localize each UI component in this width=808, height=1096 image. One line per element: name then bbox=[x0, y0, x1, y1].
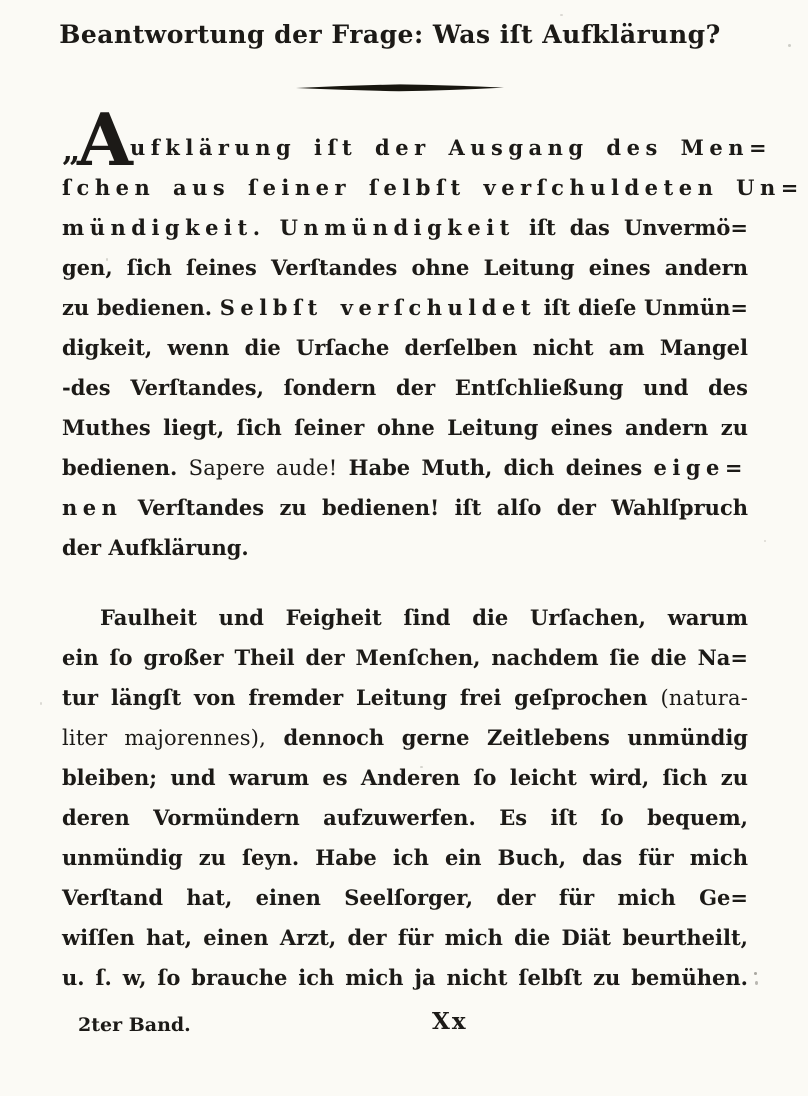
text-segment-plain: bedienen. bbox=[62, 455, 189, 480]
scan-speck bbox=[40, 702, 42, 705]
text-segment-plain: Faulheit und Feigheit ſind die Urſachen, warum bbox=[100, 605, 748, 630]
text-segment-plain: unmündig zu ſeyn. Habe ich ein Buch, das für mich bbox=[62, 845, 748, 870]
opening-paragraph bbox=[62, 97, 804, 568]
opening-low-quote: „ bbox=[62, 131, 81, 169]
text-segment-plain: ein ſo großer Theil der Menſchen, nachdem ſie die Na= bbox=[62, 645, 748, 670]
text-segment-plain: -des Verſtandes, ſondern der Entſchließung und des bbox=[62, 375, 748, 400]
volume-label: 2ter Band. bbox=[78, 1014, 191, 1036]
page-footer bbox=[62, 1004, 748, 1048]
text-block bbox=[62, 97, 804, 998]
text-line bbox=[62, 838, 748, 878]
text-segment-plain: Verſtandes zu bedienen! iſt alſo der Wahlſpruch bbox=[122, 495, 748, 520]
text-segment-plain: u. ſ. w, ſo brauche ich mich ja nicht ſelbſt zu bemühen. bbox=[62, 965, 748, 990]
text-line bbox=[62, 408, 748, 448]
text-segment-gesperrt: Unmündigkeit bbox=[279, 215, 515, 240]
text-segment-antiqua: Sapere aude! bbox=[188, 456, 338, 480]
text-segment-plain: zu bedienen. bbox=[62, 295, 220, 320]
text-segment-plain: Habe Muth, dich deines bbox=[337, 455, 654, 480]
tapered-divider-rule bbox=[296, 82, 504, 94]
text-line bbox=[62, 958, 748, 998]
scan-speck bbox=[106, 258, 108, 261]
text-line bbox=[62, 718, 748, 758]
text-line bbox=[62, 758, 748, 798]
text-line bbox=[62, 638, 748, 678]
text-segment-gesperrt: Selbſt verſchuldet bbox=[219, 295, 537, 320]
text-segment-plain: der Aufklärung. bbox=[62, 535, 249, 560]
drop-cap-initial-A: A bbox=[77, 97, 133, 182]
text-segment-plain: digkeit, wenn die Urſache derſelben nicht am Mangel bbox=[62, 335, 748, 360]
scan-speck bbox=[764, 540, 766, 542]
text-segment-antiqua: liter majorennes), bbox=[62, 726, 267, 750]
text-line bbox=[62, 328, 748, 368]
text-line bbox=[62, 488, 748, 528]
text-segment-plain: deren Vormündern aufzuwerfen. Es iſt ſo bequem, bbox=[62, 805, 748, 830]
text-segment-plain: Verſtand hat, einen Seelſorger, der für mich Ge= bbox=[62, 885, 748, 910]
text-line bbox=[62, 798, 748, 838]
text-segment-plain: tur längſt von fremder Leitung frei geſprochen bbox=[62, 685, 661, 710]
text-line bbox=[62, 288, 748, 328]
text-segment-plain: gen, ſich ſeines Verſtandes ohne Leitung eines andern bbox=[62, 255, 748, 280]
text-segment-plain: bleiben; und warum es Anderen ſo leicht wird, ſich zu bbox=[62, 765, 748, 790]
text-line bbox=[62, 368, 748, 408]
text-segment-plain: iſt das Unvermö= bbox=[514, 215, 748, 240]
text-segment-gesperrt: ſchen aus ſeiner ſelbſt verſchuldeten Un= bbox=[62, 175, 804, 200]
text-line bbox=[62, 918, 748, 958]
text-segment-plain: wiſſen hat, einen Arzt, der für mich die Diät beurtheilt, bbox=[62, 925, 748, 950]
text-line bbox=[62, 208, 748, 248]
scan-speck bbox=[420, 766, 423, 768]
text-segment-plain: iſt dieſe Unmün= bbox=[536, 295, 748, 320]
scan-speck bbox=[560, 14, 563, 16]
text-segment-gesperrt: ufklärung iſt der Ausgang des Men= bbox=[130, 135, 773, 160]
text-segment-plain: dennoch gerne Zeitlebens unmündig bbox=[266, 725, 748, 750]
text-segment-plain bbox=[266, 215, 280, 240]
signature-mark: Xx bbox=[432, 1008, 468, 1035]
text-line bbox=[62, 248, 748, 288]
text-line bbox=[62, 598, 748, 638]
second-paragraph bbox=[62, 598, 748, 998]
text-segment-gesperrt: eige= bbox=[653, 455, 748, 480]
text-line bbox=[62, 128, 773, 168]
text-line bbox=[62, 878, 748, 918]
text-segment-gesperrt: nen bbox=[62, 495, 123, 520]
scan-speck bbox=[788, 44, 791, 47]
text-line bbox=[62, 168, 804, 208]
scan-speck bbox=[754, 972, 757, 975]
text-segment-gesperrt: mündigkeit. bbox=[62, 215, 266, 240]
page-running-title: Beantwortung der Frage: Was iſt Aufklärung? bbox=[59, 20, 721, 49]
text-segment-antiqua: (natura- bbox=[660, 686, 748, 710]
scan-speck bbox=[755, 981, 758, 985]
text-line bbox=[62, 448, 748, 488]
text-line bbox=[62, 528, 748, 568]
text-line bbox=[62, 678, 748, 718]
text-segment-plain: Muthes liegt, ſich ſeiner ohne Leitung eines andern zu bbox=[62, 415, 748, 440]
